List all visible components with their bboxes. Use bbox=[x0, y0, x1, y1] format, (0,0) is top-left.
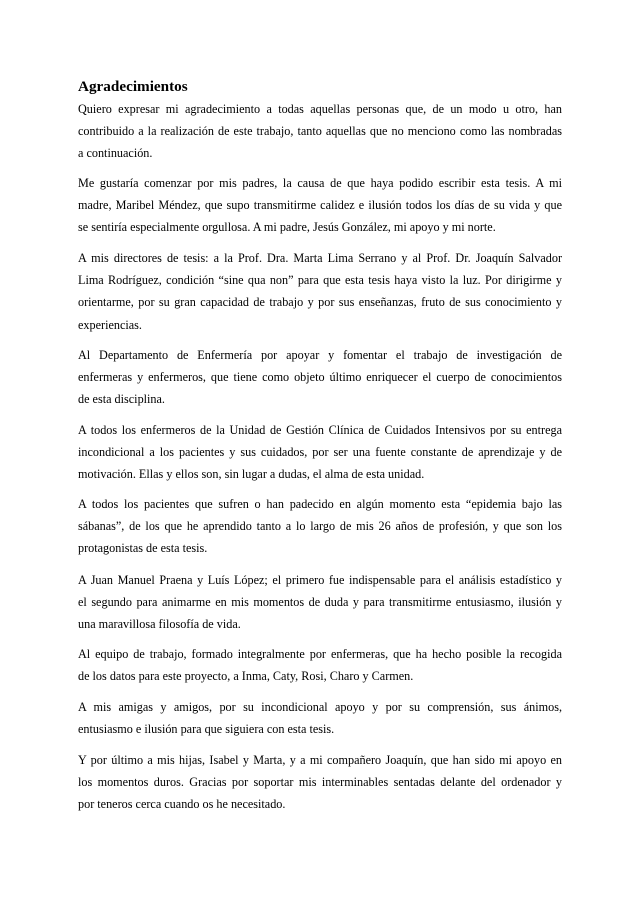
page-title: Agradecimientos bbox=[78, 78, 188, 95]
paragraph-line: Al Departamento de Enfermería por apoyar y fomentar el trabajo de investigación de bbox=[78, 348, 562, 362]
paragraph-line: A Juan Manuel Praena y Luís López; el primero fue indispensable para el análisis estadístico y bbox=[78, 573, 562, 587]
paragraph-team bbox=[78, 643, 562, 687]
paragraph-line: A mis directores de tesis: a la Prof. Dra. Marta Lima Serrano y al Prof. Dr. Joaquín Salvador bbox=[78, 251, 562, 265]
paragraph-line: incondicional a los pacientes y sus cuidados, por ser una fuente constante de aprendizaje y de bbox=[78, 445, 562, 460]
paragraph-line: una maravillosa filosofía de vida. bbox=[78, 617, 241, 632]
paragraph-line: Al equipo de trabajo, formado integralmente por enfermeras, que ha hecho posible la recogida bbox=[78, 647, 562, 661]
paragraph-line: de esta disciplina. bbox=[78, 392, 165, 407]
paragraph-family bbox=[78, 749, 562, 816]
paragraph-line: A mis amigas y amigos, por su incondicional apoyo y por su comprensión, sus ánimos, bbox=[78, 700, 562, 714]
paragraph-line: contribuido a la realización de este trabajo, tanto aquellas que no menciono como las nombradas bbox=[78, 124, 562, 139]
paragraph-department bbox=[78, 344, 562, 411]
paragraph-line: protagonistas de esta tesis. bbox=[78, 541, 208, 556]
paragraph-line: se sentiría especialmente orgullosa. A mi padre, Jesús González, mi apoyo y mi norte. bbox=[78, 220, 496, 235]
paragraph-line: el segundo para animarme en mis momentos de duda y para transmitirme entusiasmo, ilusión y bbox=[78, 595, 562, 610]
paragraph-line: Lima Rodríguez, condición “sine qua non” para que esta tesis haya visto la luz. Por dirigirme y bbox=[78, 273, 562, 288]
paragraph-friends bbox=[78, 696, 562, 740]
paragraph-patients bbox=[78, 493, 562, 560]
paragraph-line: Me gustaría comenzar por mis padres, la causa de que haya podido escribir esta tesis. A mi bbox=[78, 176, 562, 190]
paragraph-line: orientarme, por su gran capacidad de trabajo y por sus enseñanzas, fruto de sus conocimiento y bbox=[78, 295, 562, 310]
paragraph-line: madre, Maribel Méndez, que supo transmitirme calidez e ilusión todos los días de su vida y que bbox=[78, 198, 562, 213]
paragraph-line: Y por último a mis hijas, Isabel y Marta, y a mi compañero Joaquín, que han sido mi apoyo en bbox=[78, 753, 562, 767]
paragraph-line: por teneros cerca cuando os he necesitado. bbox=[78, 797, 286, 812]
paragraph-line: de los datos para este proyecto, a Inma, Caty, Rosi, Charo y Carmen. bbox=[78, 669, 414, 684]
paragraph-colleagues bbox=[78, 569, 562, 636]
paragraph-line: motivación. Ellas y ellos son, sin lugar a dudas, el alma de esta unidad. bbox=[78, 467, 425, 482]
paragraph-line: a continuación. bbox=[78, 146, 153, 161]
paragraph-parents bbox=[78, 172, 562, 239]
paragraph-directors bbox=[78, 247, 562, 336]
paragraph-line: enfermeras y enfermeros, que tiene como objeto último enriquecer el cuerpo de conocimientos bbox=[78, 370, 562, 385]
paragraph-line: Quiero expresar mi agradecimiento a todas aquellas personas que, de un modo u otro, han bbox=[78, 102, 562, 116]
paragraph-nurses bbox=[78, 419, 562, 486]
paragraph-line: sábanas”, de los que he aprendido tanto a lo largo de mis 26 años de profesión, y que son los bbox=[78, 519, 562, 534]
paragraph-line: los momentos duros. Gracias por soportar mis interminables sentadas delante del ordenador y bbox=[78, 775, 562, 790]
paragraph-line: A todos los enfermeros de la Unidad de Gestión Clínica de Cuidados Intensivos por su entrega bbox=[78, 423, 562, 437]
paragraph-intro bbox=[78, 98, 562, 165]
paragraph-line: experiencias. bbox=[78, 317, 142, 332]
paragraph-line: entusiasmo e ilusión para que siguiera con esta tesis. bbox=[78, 722, 335, 737]
paragraph-line: A todos los pacientes que sufren o han padecido en algún momento esta “epidemia bajo las bbox=[78, 497, 562, 511]
